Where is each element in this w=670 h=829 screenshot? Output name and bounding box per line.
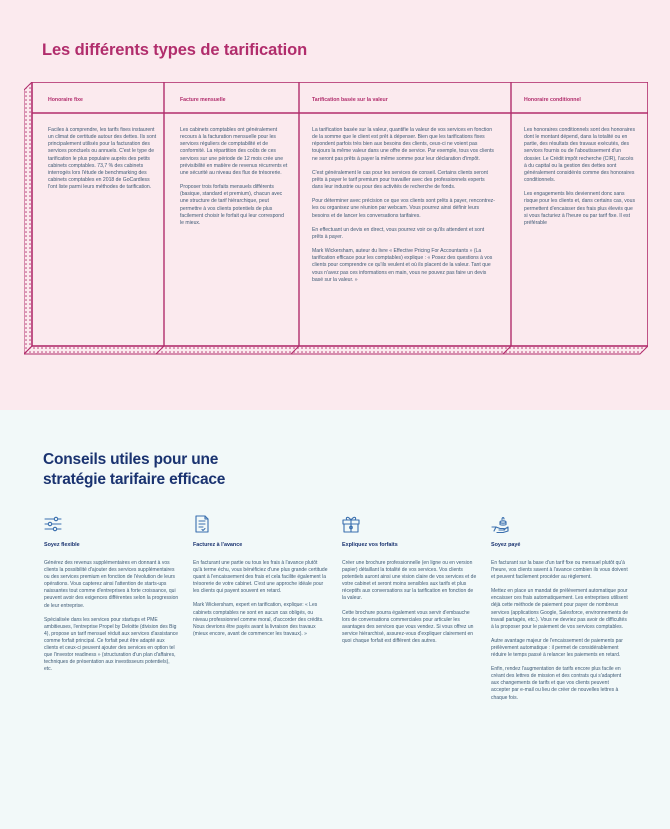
package-icon (342, 515, 360, 533)
tip-body-forfaits (342, 560, 477, 652)
paragraph: C'est généralement le cas pour les services de conseil. Certains clients seront prêts à payer le tarif premium pour travailler avec des professionnels experts dans leur industrie ou pour des activités de recherche de fonds. (312, 169, 488, 191)
invoice-icon (193, 515, 211, 533)
paragraph: Mark Wickersham, auteur du livre « Effective Pricing For Accountants » (La tarification efficace pour les comptables) explique : « Posez des questions à vos clients pour comprendre ce qu'ils veulent et où ils placent de la valeur. Tant que vous n'avez pas ces informations en main, vous ne pouvez pas faire un devis basé sur la valeur. » (312, 248, 493, 283)
paragraph: Enfin, rendez l'augmentation de tarifs encore plus facile en créant des lettres de mission et des contrats qui s'adaptent aux changements de tarifs et que vos clients peuvent accepter par e-mail ou lieu de créer de nouvelles lettres à chaque fois. (491, 666, 622, 701)
tip-heading-facturez: Facturez à l'avance (193, 542, 243, 548)
column-heading-honoraire-conditionnel: Honoraire conditionnel (524, 97, 581, 103)
paragraph: En facturant sur la base d'un tarif fixe ou mensuel plutôt qu'à l'heure, vos clients savent à l'avance combien ils vous doivent et peuvent facilement procéder au règlement. (491, 560, 628, 581)
paragraph: Spécialisée dans les services pour startups et PME ambitieuses, l'entreprise Propel by Deloitte (division des Big 4), propose un tarif mensuel réduit aux services d'assistance comme forfait principal. Ce forfait peut être adapté aux clients et ceux-ci peuvent ajouter des services en option tel que l'investor readiness » (structuration d'un plan d'affaires, techniques de présentation aux investisseurs potentiels), etc. (44, 616, 179, 673)
paragraph: Faciles à comprendre, les tarifs fixes instaurent un climat de certitude autour des dettes. Ils sont principalement utilisés pour la facturation des services ponctuels ou annuels. C'est le type de tarification le plus populaire auprès des petits cabinets comptables. 73,7 % des cabinets interrogés lors l'étude de benchmarking des cabinets comptables en 2018 de GoCardless l'ont liste parmi leurs méthodes de tarification. (48, 127, 157, 191)
tip-body-paye (491, 560, 629, 709)
column-heading-facture-mensuelle: Facture mensuelle (180, 97, 226, 103)
tip-heading-flexible: Soyez flexible (44, 542, 80, 548)
column-body-honoraire-conditionnel (524, 127, 636, 234)
paragraph: La tarification basée sur la valeur, quantifie la valeur de vos services en fonction de la somme que le client est prêt à dépenser. Bien que les tarifications fixes répondent parfois très bien aux besoins des clients, ceux-ci ne voient pas toujours la même valeur dans une offre de service. Par exemple, tous vos clients ne seront pas prêts à payer la même somme pour leur déclaration d'impôt. (312, 127, 494, 162)
column-body-facture-mensuelle (180, 127, 288, 234)
paragraph: Les cabinets comptables ont généralement recours à la facturation mensuelle pour les services réguliers de comptabilité et de conformité. La répartition des coûts de ces services sur une période de 12 mois crée une prévisibilité en matière de revenus récurrents et une sécurité au niveau des flux de trésorerie. (180, 127, 288, 176)
tip-body-flexible (44, 560, 179, 680)
paragraph: Générez des revenus supplémentaires en donnant à vos clients la possibilité d'ajouter des services supplémentaires ou des services premium en fonction de l'évolution de leurs opérations. Vous capterez ainsi l'attention de starts-ups naissantes tout comme d'entreprises à forte croissance, qui peuvent avoir des exigences différentes selon la progression de leur entreprise. (44, 560, 179, 609)
paragraph: Mettez en place un mandat de prélèvement automatique pour encaisser ces frais automatiquement. Les entreprises utilisent déjà cette méthode de paiement pour payer de nombreux services (applications Google, Salesforce, environnements de travail partagés, etc.). Vous ne devriez pas avoir de difficultés à la proposer pour le paiement de vos services comptables. (491, 588, 629, 630)
sliders-icon (44, 515, 62, 533)
pricing-title: Les différents types de tarification (42, 41, 308, 59)
paragraph: En effectuant un devis en direct, vous pourrez voir ce qu'ils attendent et sont prêts à payer. (312, 226, 485, 240)
column-heading-honoraire-fixe: Honoraire fixe (48, 97, 83, 103)
tip-heading-forfaits: Expliquez vos forfaits (342, 542, 398, 548)
hand-coins-icon (491, 515, 509, 533)
column-body-tarification-valeur (312, 127, 496, 291)
paragraph: Les engagements liés deviennent donc sans risque pour les clients et, dans certains cas, vous permettent d'encaisser des frais plus élevés que si vous facturiez à l'heure ou par tarif fixe. Il est préférable (524, 191, 635, 226)
column-heading-tarification-valeur: Tarification basée sur la valeur (312, 97, 388, 103)
paragraph: Cette brochure pourra également vous servir d'embauche lors de conversations commerciales pour articuler les avantages des services que vous vendez. Si vous offrez un service hiérarchisé, assurez-vous d'expliquer clairement en quoi chaque forfait est différent des autres. (342, 609, 474, 644)
paragraph: Proposer trois forfaits mensuels différents (basique, standard et premium), chacun avec une structure de tarif hiérarchique, peut permettre à vos clients potentiels de plus facilement choisir le forfait qui leur correspond le mieux. (180, 184, 284, 226)
paragraph: Les honoraires conditionnels sont des honoraires dont le montant dépend, dans la totalité ou en partie, des résultats des travaux exécutés, des services fournis ou de l'aboutissement d'un dossier. Le Crédit impôt recherche (CIR), l'accès à du capital ou la gestion des dettes sont généralement considérés comme des honoraires conditionnels. (524, 127, 636, 184)
paragraph: Pour déterminer avec précision ce que vos clients sont prêts à payer, rencontrez-les ou organisez une réunion par webcam. Vous pourrez ainsi définir leurs besoins et de lancer les conversations tarifaires. (312, 198, 495, 219)
tip-heading-paye: Soyez payé (491, 542, 521, 548)
tips-title-line-1: Conseils utiles pour une (43, 451, 219, 468)
tips-title (43, 450, 225, 490)
paragraph: En facturant une partie ou tous les frais à l'avance plutôt qu'à terme échu, vous bénéficiez d'une plus grande certitude quant à l'encaissement des frais et cela facilite également la trésorerie de votre cabinet. C'est une approche idéale pour les clients qui payent souvent en retard. (193, 560, 328, 595)
tips-title-line-2: stratégie tarifaire efficace (43, 471, 226, 488)
tip-body-facturez (193, 560, 328, 645)
paragraph: Mark Wickersham, expert en tarification, explique: « Les cabinets comptables ne sont en aucun cas obligés, ou niveau professionnel comme moral, d'accorder des crédits. Nous devrions être payés avant la livraison des travaux (mieux encore, avant de commencer les travaux). » (193, 602, 324, 637)
paragraph: Autre avantage majeur de l'encaissement de paiements par prélèvement automatique : il permet de considérablement réduire le temps passé à relancer les paiements en retard. (491, 637, 623, 659)
column-body-honoraire-fixe (48, 127, 160, 198)
paragraph: Créer une brochure professionnelle (en ligne ou en version papier) détaillant la totalité de vos services. Vos clients potentiels auront ainsi une vision claire de vos services et de votre cabinet et seront moins sensibles aux tarifs et plus réceptifs aux conversations sur la tarification en fonction de la valeur. (342, 560, 477, 602)
